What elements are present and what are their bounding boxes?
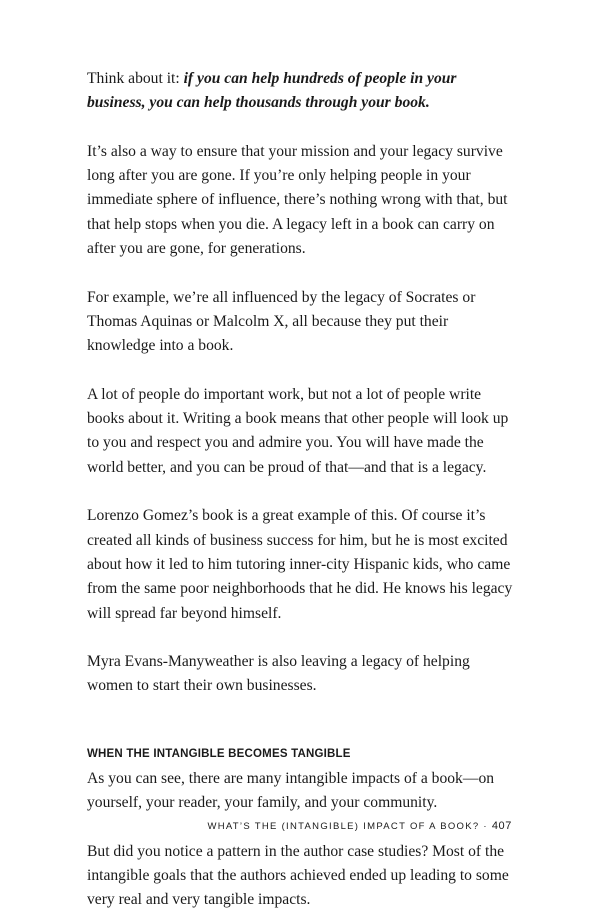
paragraph-lead: Think about it: [87,70,184,87]
section-heading: WHEN THE INTANGIBLE BECOMES TANGIBLE [87,747,351,760]
emphasized-statement: if you can help hundreds of people in your business, you can help thousands through your book. [87,70,457,112]
paragraph-example: For example, we’re all influenced by the legacy of Socrates or Thomas Aquinas or Malcolm X, all because they put their knowledge into a book. [87,288,476,355]
page-number: 407 [491,820,512,832]
paragraph-pattern: But did you notice a pattern in the author case studies? Most of the intangible goals that the authors achieved ended up leading to some very real and very tangible impacts. [87,842,509,909]
page-footer [207,820,512,832]
book-page-body [87,67,517,913]
paragraph-legacy: It’s also a way to ensure that your mission and your legacy survive long after you are gone. If you’re only helping people in your immediate sphere of influence, there’s nothing wrong with that, but that help stops when you die. A legacy left in a book can carry on after you are gone, for generations. [87,142,508,258]
paragraph-important-work: A lot of people do important work, but not a lot of people write books about it. Writing a book means that other people will look up to you and respect you and admire you. You will have made the world better, and you can be proud of that—and that is a legacy. [87,385,509,476]
paragraph-lorenzo-gomez: Lorenzo Gomez’s book is a great example of this. Of course it’s created all kinds of business success for him, but he is most excited about how it led to him tutoring inner-city Hispanic kids, who came from the same poor neighborhoods that he did. He knows his legacy will spread far beyond himself. [87,507,513,622]
footer-separator: · [483,821,488,832]
paragraph-myra-evans: Myra Evans-Manyweather is also leaving a legacy of helping women to start their own businesses. [87,653,470,695]
paragraph-intangible-impacts: As you can see, there are many intangible impacts of a book—on yourself, your reader, your family, and your community. [87,769,495,812]
running-head: WHAT’S THE (INTANGIBLE) IMPACT OF A BOOK? [207,821,480,832]
paragraph-think-about-it [87,67,517,116]
